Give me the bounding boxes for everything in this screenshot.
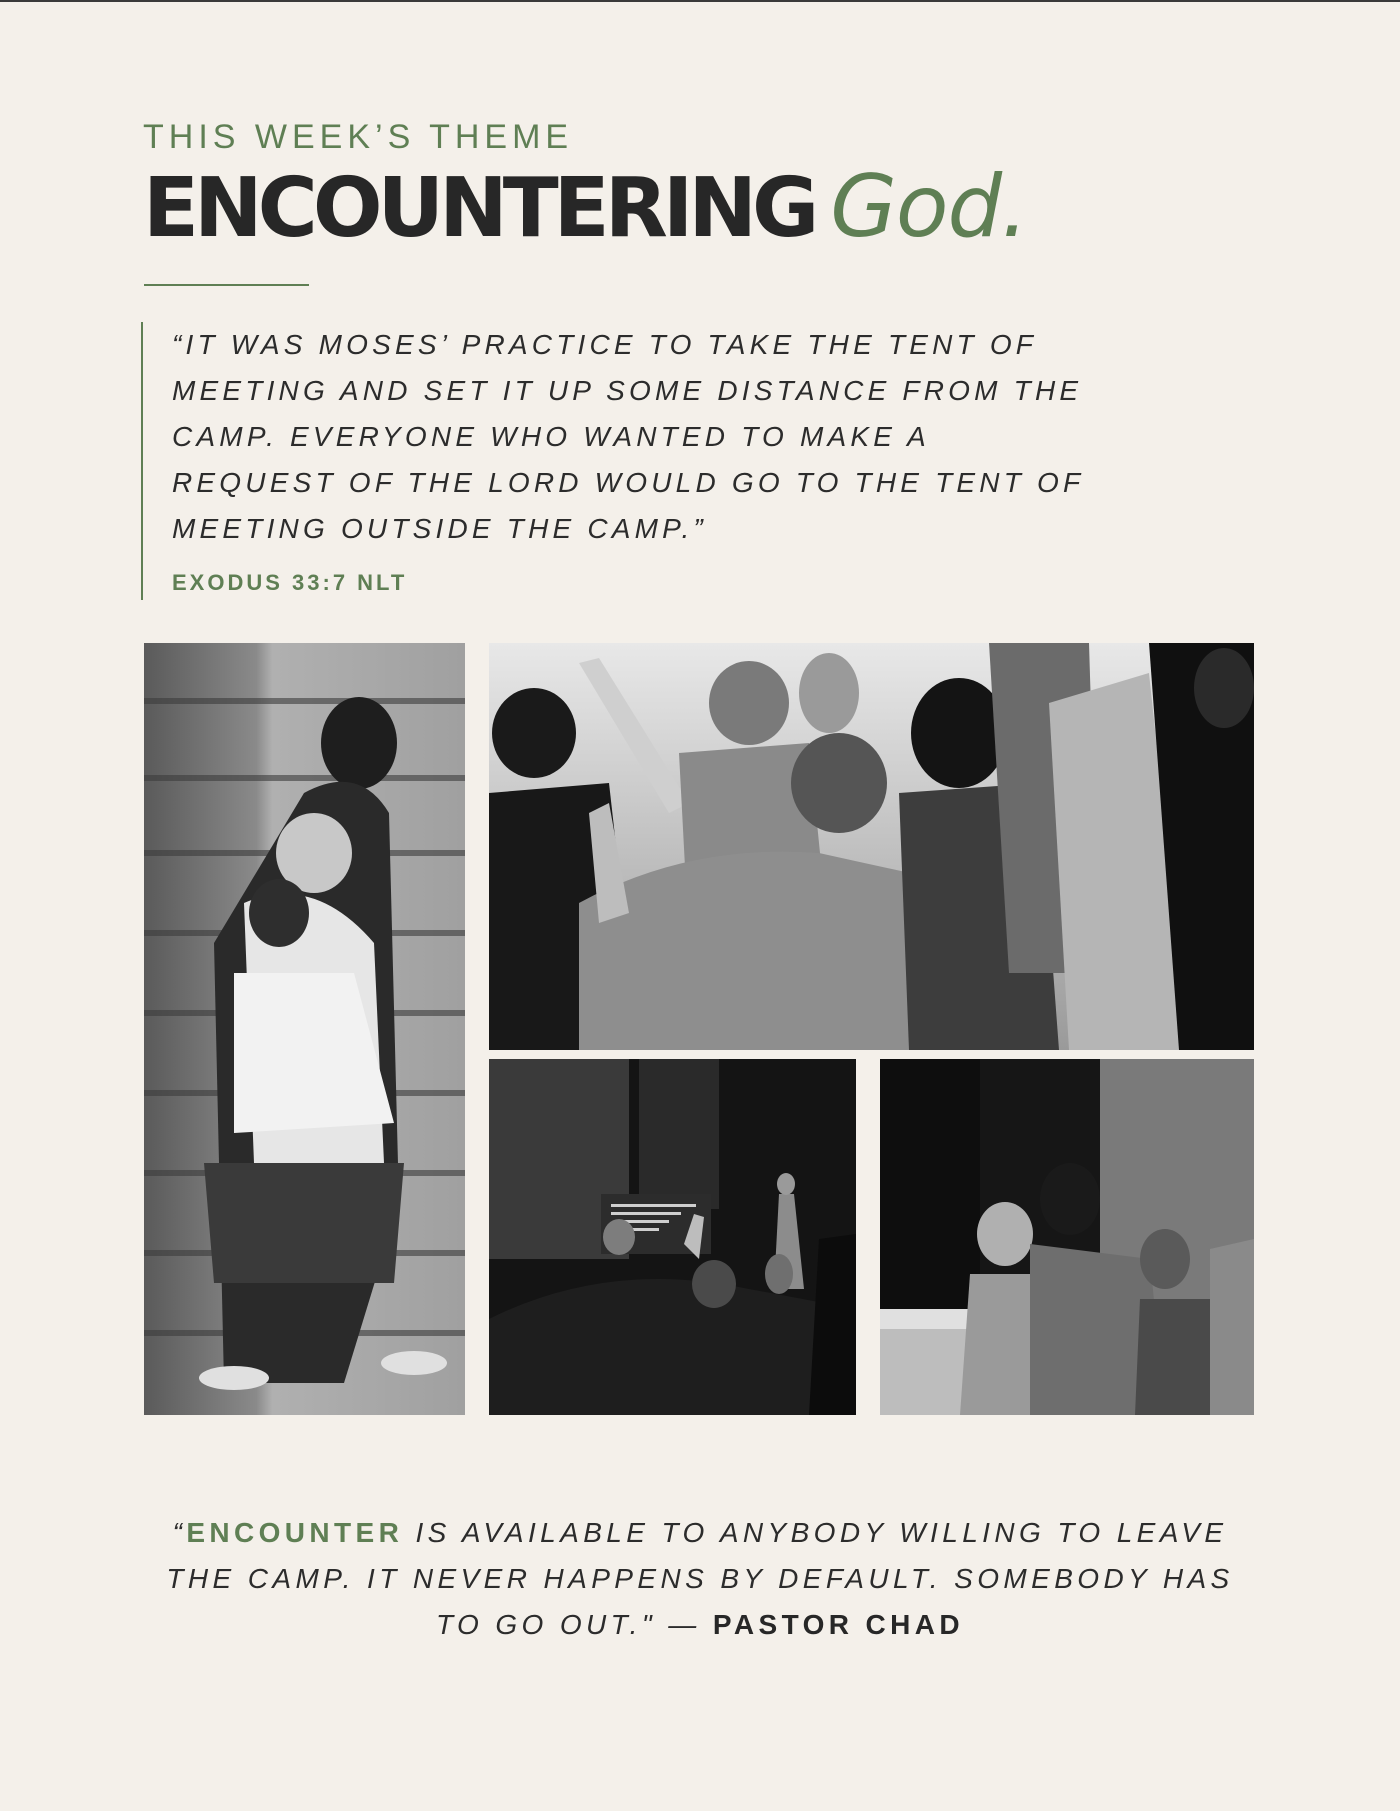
title-script-word: God.	[830, 157, 1028, 257]
title-bold-word: ENCOUNTERING	[143, 161, 815, 256]
photo-congregation-stage	[489, 1059, 856, 1415]
closing-highlight-word: ENCOUNTER	[186, 1517, 404, 1548]
page-title	[143, 157, 1028, 257]
scripture-verse: “IT WAS MOSES’ PRACTICE TO TAKE THE TENT OF MEETING AND SET IT UP SOME DISTANCE FROM THE CAMP. EVERYONE WHO WANTED TO MAKE A REQUEST OF THE LORD WOULD GO TO THE TENT OF MEETING OUTSIDE THE CAMP.”	[172, 329, 1084, 544]
photo-family-embrace	[144, 643, 465, 1415]
title-underline	[144, 284, 309, 286]
photo-worship-hands	[489, 643, 1254, 1050]
closing-quote-author: PASTOR CHAD	[712, 1609, 965, 1640]
closing-quote-body: IS AVAILABLE TO ANYBODY WILLING TO LEAVE THE CAMP. IT NEVER HAPPENS BY DEFAULT. SOMEBODY HAS TO GO OUT." —	[166, 1517, 1234, 1640]
closing-open-mark: “	[172, 1517, 187, 1548]
scripture-reference: EXODUS 33:7 NLT	[172, 570, 408, 595]
theme-eyebrow: THIS WEEK’S THEME	[143, 118, 574, 156]
closing-quote	[150, 1510, 1250, 1648]
photo-couple-audience	[880, 1059, 1254, 1415]
top-border	[0, 0, 1400, 2]
scripture-block	[141, 322, 1122, 600]
